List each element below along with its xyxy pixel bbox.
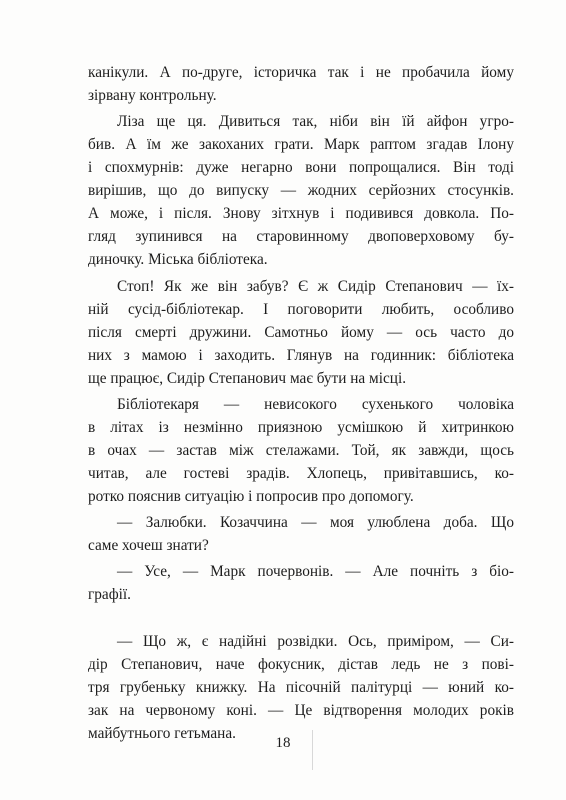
paragraph-first-line: — Що ж, є надійні розвідки. Ось, приміром, — Си- — [117, 633, 514, 650]
text-line: і спохмурнів: дуже негарно вони попрощалися. Він тоді — [88, 159, 514, 176]
text-line: А може, і після. Знову зітхнув і подивився довкола. По- — [88, 205, 514, 222]
text-line: зірвану контрольну. — [88, 87, 217, 104]
text-line: гляд зупинився на старовинному двоповерховому бу- — [88, 228, 514, 245]
text-line: ще працює, Сидір Степанович має бути на місці. — [88, 370, 407, 387]
text-line: саме хочеш знати? — [88, 537, 209, 554]
paragraph-first-line: — Залюбки. Козаччина — моя улюблена доба. Що — [117, 514, 514, 531]
page-number: 18 — [275, 735, 291, 751]
text-line: них з мамою і заходить. Глянув на годинник: бібліотека — [88, 347, 514, 364]
text-line: бив. А їм же закоханих грати. Марк раптом згадав Ілону — [88, 136, 514, 153]
text-line: в очах — застав між стелажами. Той, як завжди, щось — [88, 442, 514, 459]
body-text — [88, 62, 514, 745]
text-line: диночку. Міська бібліотека. — [88, 251, 268, 268]
paragraph-first-line: Стоп! Як же він забув? Є ж Сидір Степанович — їх- — [117, 278, 514, 295]
text-line: тря грубеньку книжку. На пісочній палітурці — юний ко- — [88, 679, 514, 696]
text-line: в літах із незмінно приязною усмішкою й хитринкою — [88, 419, 514, 436]
paragraph-first-line: Бібліотекаря — невисокого сухенького чоловіка — [117, 396, 514, 413]
paragraph-first-line: Ліза ще ця. Дивиться так, ніби він їй айфон угро- — [117, 113, 514, 130]
text-line: ній сусід-бібліотекар. І поговорити любить, особливо — [88, 301, 514, 318]
text-line: вирішив, що до випуску — жодних серйозних стосунків. — [88, 182, 514, 199]
text-line: графії. — [88, 586, 131, 603]
text-line: зак на червоному коні. — Це відтворення молодих років — [88, 702, 514, 719]
text-line: майбутнього гетьмана. — [88, 725, 236, 742]
text-line: ротко пояснив ситуацію і попросив про допомогу. — [88, 488, 414, 505]
paragraph-first-line: — Усе, — Марк почервонів. — Але почніть з біо- — [117, 563, 514, 580]
text-line: канікули. А по-друге, історичка так і не пробачила йому — [88, 64, 514, 81]
text-line: після смерті дружини. Самотньо йому — ось часто до — [88, 324, 514, 341]
text-line: дір Степанович, наче фокусник, дістав ледь не з пові- — [88, 656, 514, 673]
text-line: читав, але гостеві зрадів. Хлопець, привітавшись, ко- — [88, 465, 514, 482]
